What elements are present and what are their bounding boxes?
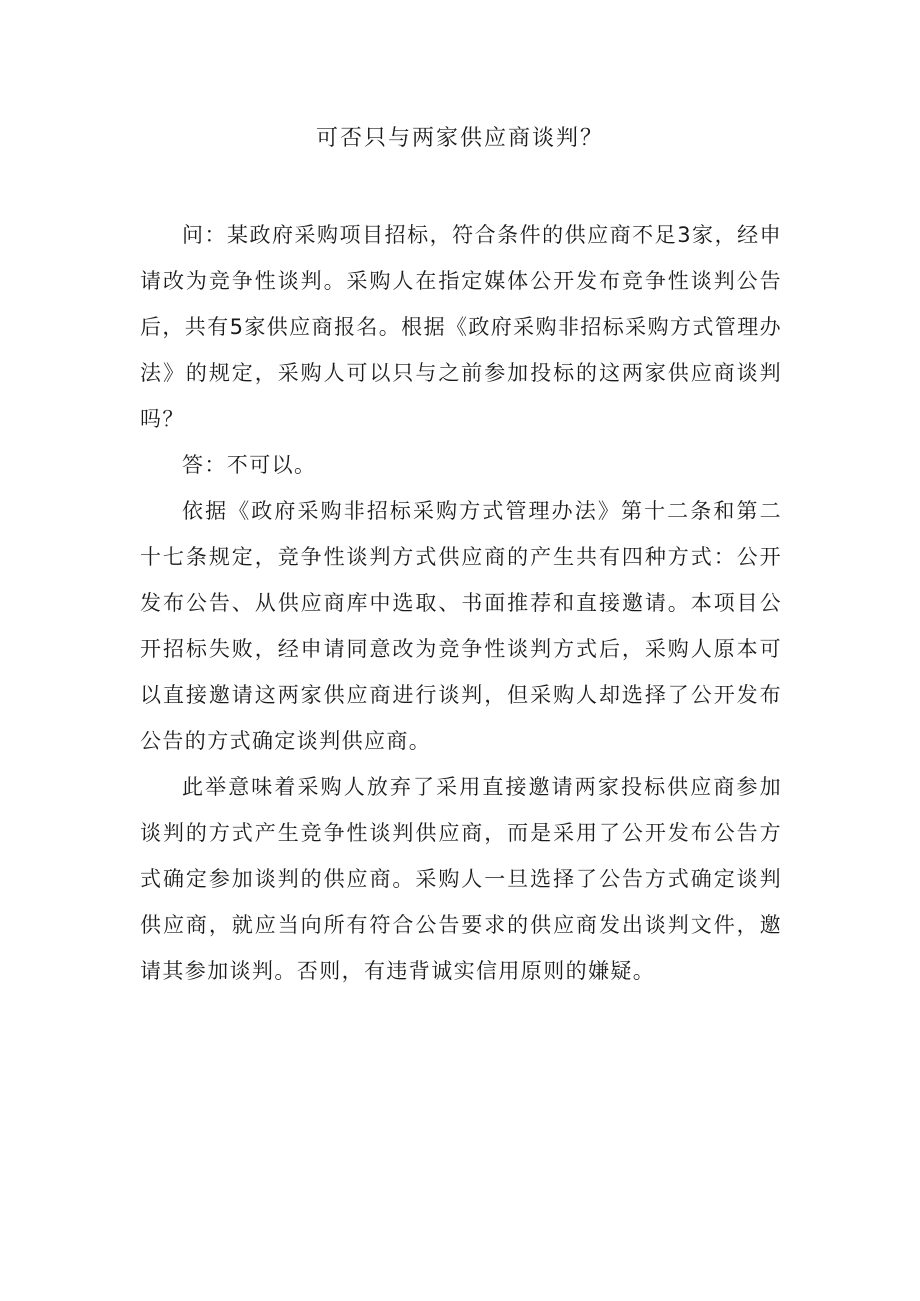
question-paragraph: 问：某政府采购项目招标，符合条件的供应商不足3家，经申请改为竞争性谈判。采购人在指定媒体公开发布竞争性谈判公告后，共有5家供应商报名。根据《政府采购非招标采购方式管理办法》的规定，采购人可以只与之前参加投标的这两家供应商谈判吗？ <box>140 223 782 431</box>
document-title: 可否只与两家供应商谈判？ <box>315 126 604 151</box>
document-body <box>140 212 782 994</box>
conclusion-paragraph: 此举意味着采购人放弃了采用直接邀请两家投标供应商参加谈判的方式产生竞争性谈判供应商，而是采用了公开发布公告方式确定参加谈判的供应商。采购人一旦选择了公告方式确定谈判供应商，就应当向所有符合公告要求的供应商发出谈判文件，邀请其参加谈判。否则，有违背诚实信用原则的嫌疑。 <box>140 775 782 983</box>
basis-paragraph: 依据《政府采购非招标采购方式管理办法》第十二条和第二十七条规定，竞争性谈判方式供应商的产生共有四种方式：公开发布公告、从供应商库中选取、书面推荐和直接邀请。本项目公开招标失败，经申请同意改为竞争性谈判方式后，采购人原本可以直接邀请这两家供应商进行谈判，但采购人却选择了公开发布公告的方式确定谈判供应商。 <box>140 499 782 753</box>
answer-paragraph: 答：不可以。 <box>182 453 317 477</box>
